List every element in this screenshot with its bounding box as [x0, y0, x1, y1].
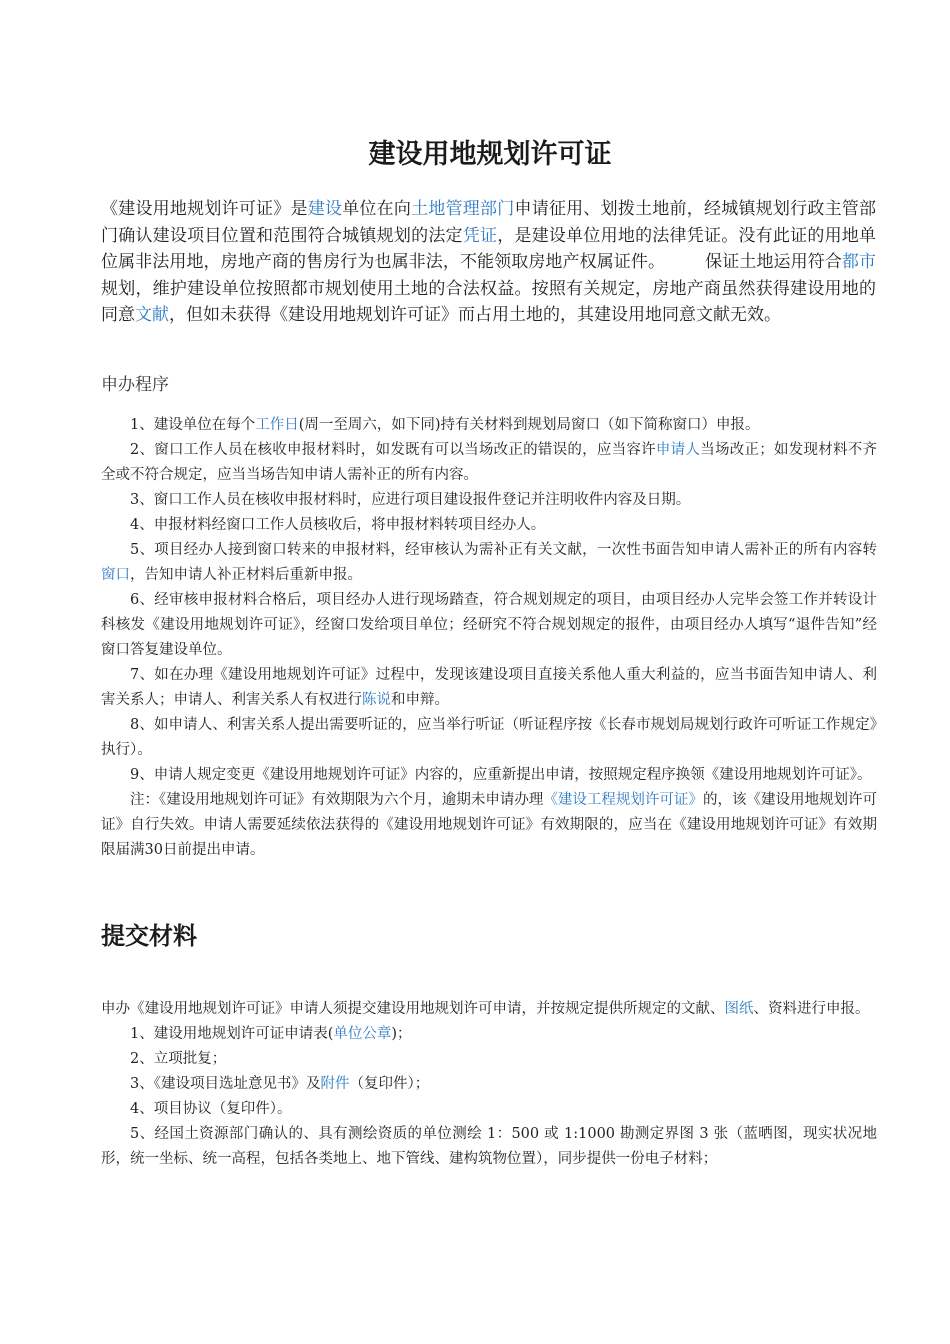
step-item: 6、经审核申报材料合格后，项目经办人进行现场踏查，符合规划规定的项目，由项目经办人完毕会签工作并转设计科核发《建设用地规划许可证》，经窗口发给项目单位；经研究不符合规划规定的报件，由项目经办人填写“退件告知”经窗口答复建设单位。: [101, 592, 877, 658]
note-paragraph: [101, 788, 877, 863]
item-text: （复印件）；: [349, 1076, 430, 1092]
link-dushi[interactable]: 都市: [841, 252, 877, 272]
link-jianshe[interactable]: 建设: [307, 199, 343, 219]
intro-text: ，但如未获得《建设用地规划许可证》而占用土地的，其建设用地同意文献无效。: [169, 305, 781, 325]
link-wenxian[interactable]: 文献: [135, 305, 169, 325]
step-text: 5、项目经办人接到窗口转来的申报材料，经审核认为需补正有关文献，一次性书面告知申请人需补正的所有内容转: [130, 542, 877, 558]
materials-lead: [101, 997, 877, 1022]
step-text: 当场改正；如发现材料不齐全或不符合规定，应当当场告知申请人需补正的所有内容。: [101, 442, 878, 483]
page-title: 建设用地规划许可证: [368, 139, 612, 170]
material-item: 4、项目协议（复印件）。: [130, 1101, 292, 1117]
link-pingzheng[interactable]: 凭证: [462, 225, 498, 246]
intro-text: ，是建设单位用地的法律凭证。没有此证的用地单位属非法用地，房地产商的售房行为也属非法，不能领取房地产权属证件。: [101, 225, 877, 272]
material-item: 2、立项批复；: [130, 1051, 227, 1067]
link-applicant[interactable]: 申请人: [655, 442, 701, 458]
materials-list: [101, 997, 877, 1172]
intro-paragraph: [101, 196, 876, 329]
materials-heading: 提交材料: [101, 921, 197, 950]
intro-text: 《建设用地规划许可证》是: [101, 199, 308, 219]
step-item: [101, 438, 877, 488]
material-item: [101, 1072, 877, 1097]
item-text: 3、《建设项目选址意见书》及: [130, 1076, 321, 1092]
step-item: 3、窗口工作人员在核收申报材料时，应进行项目建设报件登记并注明收件内容及日期。: [130, 492, 691, 508]
note-text: 注：《建设用地规划许可证》有效期限为六个月，逾期未申请办理: [130, 792, 544, 808]
step-item: 4、申报材料经窗口工作人员核收后，将申报材料转项目经办人。: [130, 517, 546, 533]
intro-text: 保证土地运用符合: [705, 252, 842, 272]
step-item: [101, 538, 877, 588]
step-text: 1、建设单位在每个: [130, 417, 256, 433]
step-text: 7、如在办理《建设用地规划许可证》过程中，发现该建设项目直接关系他人重大利益的，应当书面告知申请人、利害关系人；申请人、利害关系人有权进行: [101, 667, 877, 708]
link-workday[interactable]: 工作日: [255, 417, 299, 433]
lead-text: 申办《建设用地规划许可证》申请人须提交建设用地规划许可申请，并按规定提供所规定的文献、: [101, 1001, 725, 1017]
link-drawings[interactable]: 图纸: [724, 1001, 754, 1017]
step-text: 和申辩。: [391, 692, 449, 708]
intro-text: 规划，维护建设单位按照都市规划使用土地的合法权益。按照有关规定，房地产商虽然获得建设用地的同意: [101, 278, 876, 325]
lead-text: 、资料进行申报。: [753, 1001, 870, 1017]
step-text: ，告知申请人补正材料后重新申报。: [130, 567, 362, 583]
step-item: [101, 663, 877, 713]
link-window[interactable]: 窗口: [101, 567, 130, 583]
intro-text: 单位在向: [342, 199, 412, 219]
step-item: 9、申请人规定变更《建设用地规划许可证》内容的，应重新提出申请，按照规定程序换领《建设用地规划许可证》。: [130, 767, 872, 783]
material-item: 5、经国土资源部门确认的、具有测绘资质的单位测绘 1：500 或 1:1000 勘测定界图 3 张（蓝晒图，现实状况地形，统一坐标、统一高程，包括各类地上、地下管线、建构筑物位置），同步提供一份电子材料；: [101, 1126, 877, 1167]
intro-text: 申请征用、划拨土地前，经城镇规划行政主管部门确认建设项目位置和范围符合城镇规划的法定: [101, 199, 877, 246]
procedure-steps: [101, 413, 877, 863]
step-item: [101, 413, 877, 438]
link-attachment[interactable]: 附件: [320, 1076, 350, 1092]
link-engineering-permit[interactable]: 《建设工程规划许可证》: [543, 792, 703, 808]
procedure-heading: 申办程序: [101, 375, 169, 395]
note-text: 的，该《建设用地规划许可证》自行失效。申请人需要延续依法获得的《建设用地规划许可证》有效期限的，应当在《建设用地规划许可证》有效期限届满30日前提出申请。: [101, 792, 878, 858]
item-text: 1、建设用地规划许可证申请表(: [130, 1026, 334, 1042]
step-item: 8、如申请人、利害关系人提出需要听证的，应当举行听证（听证程序按《长春市规划局规划行政许可听证工作规定》执行）。: [101, 717, 877, 758]
step-text: 2、窗口工作人员在核收申报材料时，如发既有可以当场改正的错误的，应当容许: [130, 442, 656, 458]
link-chenshuo[interactable]: 陈说: [362, 692, 391, 708]
link-land-dept[interactable]: 土地管理部门: [411, 199, 515, 219]
material-item: [101, 1022, 877, 1047]
link-seal[interactable]: 单位公章: [333, 1026, 392, 1042]
item-text: )；: [391, 1026, 412, 1042]
step-text: (周一至周六，如下同)持有关材料到规划局窗口（如下简称窗口）申报。: [298, 417, 760, 433]
